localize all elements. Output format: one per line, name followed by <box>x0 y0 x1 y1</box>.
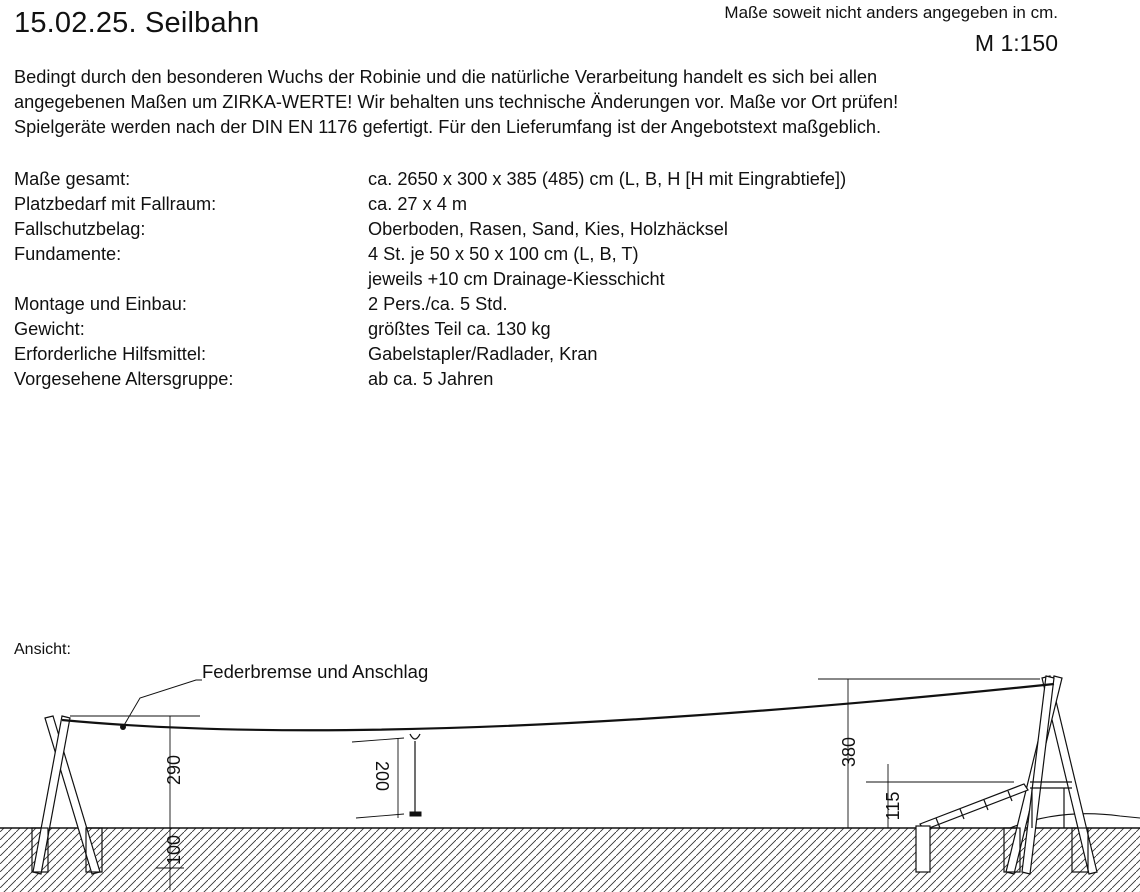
spec-value: größtes Teil ca. 130 kg <box>368 319 551 339</box>
spec-value: Gabelstapler/Radlader, Kran <box>368 344 598 364</box>
spec-value: ca. 27 x 4 m <box>368 194 468 214</box>
view-label: Ansicht: <box>14 641 71 658</box>
spec-label: Maße gesamt: <box>14 169 131 189</box>
scale-label: M 1:150 <box>974 30 1058 56</box>
page-title: 15.02.25. Seilbahn <box>14 7 260 39</box>
disclaimer-line: angegebenen Maßen um ZIRKA-WERTE! Wir behalten uns technische Änderungen vor. Maße vor Ort prüfen! <box>14 92 899 112</box>
spec-value: jeweils +10 cm Drainage-Kiesschicht <box>368 269 665 289</box>
dimension-right-height-label: 380 <box>839 736 859 768</box>
spec-label: Montage und Einbau: <box>14 294 187 314</box>
trolley-seat <box>410 734 421 816</box>
disclaimer-line: Spielgeräte werden nach der DIN EN 1176 gefertigt. Für den Lieferumfang ist der Angebotstext maßgeblich. <box>14 117 882 137</box>
dimension-left-height-label: 290 <box>164 754 184 786</box>
spec-value: ca. 2650 x 300 x 385 (485) cm (L, B, H [H mit Eingrabtiefe]) <box>368 169 847 189</box>
spec-value: 2 Pers./ca. 5 Std. <box>368 294 508 314</box>
spec-value: ab ca. 5 Jahren <box>368 369 494 389</box>
spec-value: Oberboden, Rasen, Sand, Kies, Holzhäcksel <box>368 219 728 239</box>
zipline-cable <box>62 684 1054 730</box>
spec-label: Platzbedarf mit Fallraum: <box>14 194 217 214</box>
spec-label: Fallschutzbelag: <box>14 219 146 239</box>
callout-leader <box>123 680 202 727</box>
units-note: Maße soweit nicht anders angegeben in cm. <box>724 3 1058 22</box>
dimension-foundation-depth-label: 100 <box>164 834 184 866</box>
spec-value: 4 St. je 50 x 50 x 100 cm (L, B, T) <box>368 244 639 264</box>
spec-label: Gewicht: <box>14 319 85 339</box>
spec-label: Vorgesehene Altersgruppe: <box>14 369 234 389</box>
spec-label: Fundamente: <box>14 244 122 264</box>
callout-label: Federbremse und Anschlag <box>202 661 429 682</box>
spec-label: Erforderliche Hilfsmittel: <box>14 344 207 364</box>
dimension-seat-height-label: 200 <box>372 760 392 792</box>
disclaimer-line: Bedingt durch den besonderen Wuchs der Robinie und die natürliche Verarbeitung handelt es sich bei allen <box>14 67 878 87</box>
dimension-platform-height-label: 115 <box>883 791 903 821</box>
